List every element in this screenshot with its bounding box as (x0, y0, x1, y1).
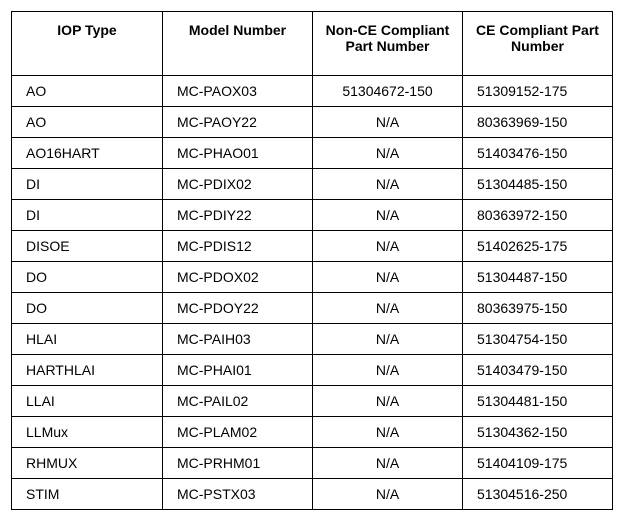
table-row (12, 479, 613, 510)
cell-iop-type: DO (12, 262, 163, 293)
cell-ce-part-number: 51309152-175 (463, 76, 613, 107)
cell-iop-type: DI (12, 169, 163, 200)
cell-ce-part-number: 51304754-150 (463, 324, 613, 355)
cell-non-ce-part-number: 51304672-150 (313, 76, 463, 107)
table-row (12, 355, 613, 386)
cell-model-number: MC-PHAO01 (163, 138, 313, 169)
cell-model-number: MC-PAOX03 (163, 76, 313, 107)
cell-model-number: MC-PAIL02 (163, 386, 313, 417)
cell-model-number: MC-PHAI01 (163, 355, 313, 386)
cell-iop-type: DO (12, 293, 163, 324)
header-model-number: Model Number (163, 12, 313, 76)
cell-ce-part-number: 51304516-250 (463, 479, 613, 510)
cell-model-number: MC-PDIX02 (163, 169, 313, 200)
header-ce-part-number: CE Compliant Part Number (463, 12, 613, 76)
cell-iop-type: AO (12, 107, 163, 138)
cell-non-ce-part-number: N/A (313, 138, 463, 169)
cell-non-ce-part-number: N/A (313, 479, 463, 510)
cell-non-ce-part-number: N/A (313, 107, 463, 138)
cell-iop-type: AO (12, 76, 163, 107)
cell-non-ce-part-number: N/A (313, 386, 463, 417)
cell-iop-type: DISOE (12, 231, 163, 262)
table-row (12, 200, 613, 231)
cell-ce-part-number: 80363969-150 (463, 107, 613, 138)
header-iop-type: IOP Type (12, 12, 163, 76)
cell-ce-part-number: 51304487-150 (463, 262, 613, 293)
table-row (12, 231, 613, 262)
table-row (12, 386, 613, 417)
cell-model-number: MC-PAOY22 (163, 107, 313, 138)
table-row (12, 262, 613, 293)
cell-non-ce-part-number: N/A (313, 324, 463, 355)
cell-iop-type: LLAI (12, 386, 163, 417)
cell-ce-part-number: 80363975-150 (463, 293, 613, 324)
table-row (12, 107, 613, 138)
cell-model-number: MC-PDOX02 (163, 262, 313, 293)
cell-model-number: MC-PDIS12 (163, 231, 313, 262)
cell-iop-type: HLAI (12, 324, 163, 355)
table-row (12, 169, 613, 200)
cell-ce-part-number: 51404109-175 (463, 448, 613, 479)
cell-ce-part-number: 80363972-150 (463, 200, 613, 231)
cell-iop-type: DI (12, 200, 163, 231)
table-row (12, 293, 613, 324)
cell-iop-type: HARTHLAI (12, 355, 163, 386)
cell-iop-type: STIM (12, 479, 163, 510)
cell-non-ce-part-number: N/A (313, 417, 463, 448)
cell-non-ce-part-number: N/A (313, 169, 463, 200)
header-row (12, 12, 613, 76)
cell-iop-type: LLMux (12, 417, 163, 448)
cell-iop-type: AO16HART (12, 138, 163, 169)
cell-non-ce-part-number: N/A (313, 448, 463, 479)
table-row (12, 76, 613, 107)
cell-model-number: MC-PRHM01 (163, 448, 313, 479)
cell-model-number: MC-PSTX03 (163, 479, 313, 510)
cell-non-ce-part-number: N/A (313, 200, 463, 231)
cell-model-number: MC-PLAM02 (163, 417, 313, 448)
cell-ce-part-number: 51402625-175 (463, 231, 613, 262)
cell-ce-part-number: 51403476-150 (463, 138, 613, 169)
cell-non-ce-part-number: N/A (313, 231, 463, 262)
table-row (12, 138, 613, 169)
table-body (12, 76, 613, 510)
cell-model-number: MC-PAIH03 (163, 324, 313, 355)
cell-model-number: MC-PDOY22 (163, 293, 313, 324)
cell-non-ce-part-number: N/A (313, 293, 463, 324)
cell-ce-part-number: 51304481-150 (463, 386, 613, 417)
cell-ce-part-number: 51304485-150 (463, 169, 613, 200)
table-row (12, 448, 613, 479)
cell-iop-type: RHMUX (12, 448, 163, 479)
cell-ce-part-number: 51304362-150 (463, 417, 613, 448)
header-non-ce-part-number: Non-CE Compliant Part Number (313, 12, 463, 76)
table-row (12, 324, 613, 355)
cell-non-ce-part-number: N/A (313, 262, 463, 293)
iop-part-number-table (11, 11, 613, 510)
cell-ce-part-number: 51403479-150 (463, 355, 613, 386)
table-row (12, 417, 613, 448)
cell-non-ce-part-number: N/A (313, 355, 463, 386)
cell-model-number: MC-PDIY22 (163, 200, 313, 231)
